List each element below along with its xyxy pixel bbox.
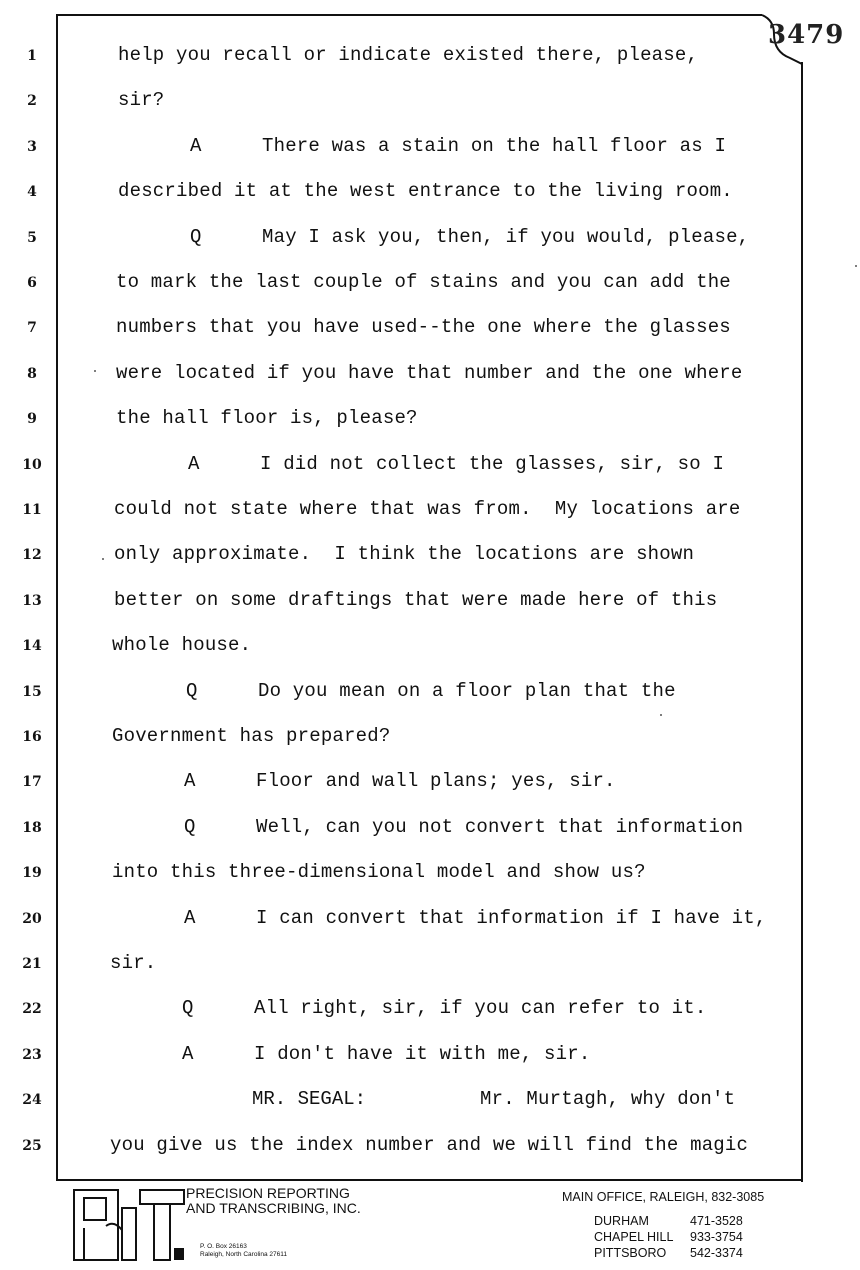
scan-speck bbox=[855, 265, 857, 267]
office-phone: 542-3374 bbox=[690, 1246, 743, 1260]
office-phone: 933-3754 bbox=[690, 1230, 743, 1244]
line-number: 14 bbox=[22, 638, 42, 655]
speaker-label: MR. SEGAL: bbox=[252, 1088, 367, 1111]
firm-name bbox=[186, 1186, 361, 1216]
address-line2: Raleigh, North Carolina 27611 bbox=[200, 1251, 287, 1258]
speaker-label: A bbox=[190, 134, 202, 157]
speaker-label: Q bbox=[184, 815, 196, 838]
line-number: 5 bbox=[27, 229, 37, 246]
frame-bottom-rule bbox=[56, 1179, 803, 1181]
transcript-line-text: whole house. bbox=[112, 634, 252, 657]
scan-speck bbox=[660, 714, 662, 716]
line-number: 4 bbox=[27, 184, 37, 201]
line-number: 7 bbox=[27, 320, 37, 337]
speaker-label: A bbox=[182, 1042, 194, 1065]
office-name: PITTSBORO bbox=[594, 1246, 667, 1260]
line-number: 18 bbox=[22, 819, 42, 836]
frame-top-rule bbox=[56, 14, 762, 16]
firm-logo bbox=[70, 1186, 188, 1264]
transcript-line-text: sir? bbox=[118, 89, 165, 112]
transcript-line-text: the hall floor is, please? bbox=[116, 407, 418, 430]
line-number: 15 bbox=[22, 683, 42, 700]
line-number: 3 bbox=[27, 138, 37, 155]
speaker-label: A bbox=[184, 906, 196, 929]
line-number: 22 bbox=[22, 1001, 42, 1018]
line-number: 8 bbox=[27, 365, 37, 382]
line-number: 11 bbox=[22, 502, 42, 518]
line-number: 12 bbox=[22, 547, 42, 564]
office-row bbox=[594, 1214, 743, 1228]
scan-speck bbox=[94, 370, 96, 372]
line-number: 23 bbox=[22, 1046, 42, 1063]
frame-left-rule bbox=[56, 14, 58, 1180]
transcript-line-text: sir. bbox=[110, 952, 157, 974]
main-office: MAIN OFFICE, RALEIGH, 832-3085 bbox=[562, 1190, 765, 1204]
transcript-line-text: help you recall or indicate existed there, please, bbox=[118, 44, 699, 66]
firm-name-line2: AND TRANSCRIBING, INC. bbox=[186, 1200, 361, 1216]
transcript-line-text: to mark the last couple of stains and you can add the bbox=[116, 271, 731, 293]
page-number: 3479 bbox=[768, 20, 845, 50]
frame-right-rule bbox=[801, 62, 803, 1182]
office-name: DURHAM bbox=[594, 1214, 649, 1228]
transcript-line-text: Government has prepared? bbox=[112, 725, 391, 747]
speaker-label: A bbox=[184, 770, 196, 793]
speaker-label: Q bbox=[190, 225, 202, 248]
transcript-line-text: Floor and wall plans; yes, sir. bbox=[256, 770, 616, 793]
firm-name-line1: PRECISION REPORTING bbox=[186, 1185, 350, 1201]
transcript-line-text: I did not collect the glasses, sir, so I bbox=[260, 452, 725, 475]
transcript-line-text: There was a stain on the hall floor as I bbox=[262, 134, 727, 157]
transcript-line-text: Well, can you not convert that information bbox=[256, 815, 744, 838]
transcript-line-text: Mr. Murtagh, why don't bbox=[480, 1088, 736, 1111]
line-number: 10 bbox=[22, 456, 42, 473]
transcript-line-text: I don't have it with me, sir. bbox=[254, 1042, 591, 1065]
firm-address bbox=[200, 1243, 287, 1259]
scan-speck bbox=[102, 558, 104, 560]
line-number: 21 bbox=[22, 956, 42, 972]
transcript-line-text: you give us the index number and we will find the magic bbox=[110, 1133, 749, 1156]
line-number: 16 bbox=[22, 729, 42, 745]
line-number: 13 bbox=[22, 592, 42, 609]
transcript-line-text: could not state where that was from. My locations are bbox=[114, 498, 741, 520]
line-number: 25 bbox=[22, 1137, 42, 1154]
office-row bbox=[594, 1246, 743, 1260]
transcript-line-text: numbers that you have used--the one where the glasses bbox=[116, 316, 731, 339]
transcript-line-text: All right, sir, if you can refer to it. bbox=[254, 997, 707, 1020]
transcript-line-text: I can convert that information if I have it, bbox=[256, 906, 767, 929]
transcript-line-text: May I ask you, then, if you would, please, bbox=[262, 225, 750, 248]
line-number: 17 bbox=[22, 774, 42, 791]
line-number: 24 bbox=[22, 1092, 42, 1109]
transcript-line-text: were located if you have that number and the one where bbox=[116, 361, 743, 384]
speaker-label: Q bbox=[182, 997, 194, 1020]
line-number: 1 bbox=[27, 48, 37, 64]
line-number: 20 bbox=[22, 910, 42, 927]
transcript-line-text: into this three-dimensional model and show us? bbox=[112, 861, 646, 884]
office-name: CHAPEL HILL bbox=[594, 1230, 674, 1244]
transcript-line-text: Do you mean on a floor plan that the bbox=[258, 679, 676, 702]
address-line1: P. O. Box 26163 bbox=[200, 1243, 247, 1250]
line-number: 2 bbox=[27, 93, 37, 110]
transcript-line-text: described it at the west entrance to the living room. bbox=[118, 180, 733, 203]
line-number: 6 bbox=[27, 275, 37, 291]
line-number: 9 bbox=[27, 411, 37, 428]
transcript-line-text: only approximate. I think the locations are shown bbox=[114, 543, 695, 566]
office-phone: 471-3528 bbox=[690, 1214, 743, 1228]
office-row bbox=[594, 1230, 743, 1244]
transcript-line-text: better on some draftings that were made here of this bbox=[114, 588, 718, 611]
line-number: 19 bbox=[22, 865, 42, 882]
speaker-label: Q bbox=[186, 679, 198, 702]
speaker-label: A bbox=[188, 452, 200, 475]
